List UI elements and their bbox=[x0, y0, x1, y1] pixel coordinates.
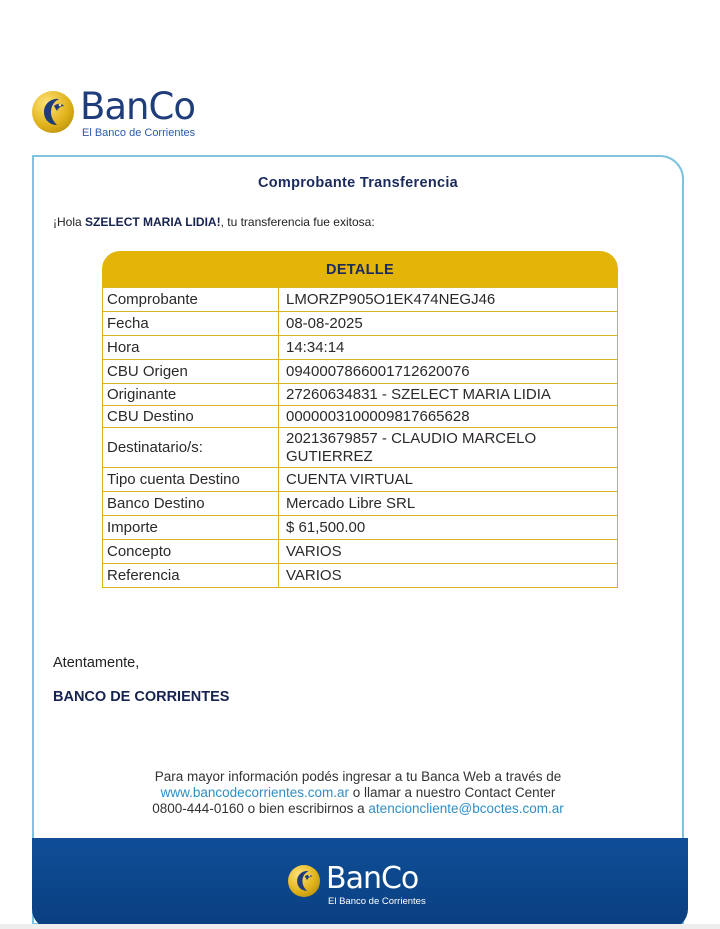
info-block bbox=[34, 769, 682, 817]
website-link[interactable]: www.bancodecorrientes.com.ar bbox=[160, 785, 349, 800]
greeting bbox=[53, 215, 375, 229]
table-row bbox=[103, 384, 618, 406]
row-label: Fecha bbox=[103, 312, 279, 336]
table-row bbox=[103, 288, 618, 312]
row-label: Originante bbox=[103, 384, 279, 406]
detail-header: DETALLE bbox=[102, 251, 618, 287]
table-row bbox=[103, 564, 618, 588]
signature: BANCO DE CORRIENTES bbox=[53, 689, 230, 705]
detail-table bbox=[102, 251, 618, 588]
greeting-suffix: , tu transferencia fue exitosa: bbox=[220, 215, 375, 229]
row-value: VARIOS bbox=[279, 540, 618, 564]
table-row bbox=[103, 360, 618, 384]
detail-rows bbox=[102, 287, 618, 588]
footer-brand-name: BanCo bbox=[326, 861, 419, 896]
table-row bbox=[103, 428, 618, 468]
info-line-1: Para mayor información podés ingresar a tu Banca Web a través de bbox=[154, 769, 562, 784]
row-value: 0940007866001712620076 bbox=[279, 360, 618, 384]
bottom-strip bbox=[0, 924, 720, 929]
row-label: Comprobante bbox=[103, 288, 279, 312]
row-value: 27260634831 - SZELECT MARIA LIDIA bbox=[279, 384, 618, 406]
row-label: Banco Destino bbox=[103, 492, 279, 516]
table-row bbox=[103, 516, 618, 540]
bank-emblem-icon bbox=[32, 91, 74, 133]
row-label: Concepto bbox=[103, 540, 279, 564]
row-value: 0000003100009817665628 bbox=[279, 406, 618, 428]
email-link[interactable]: atencioncliente@bcoctes.com.ar bbox=[368, 801, 564, 816]
row-label: Hora bbox=[103, 336, 279, 360]
row-value: 20213679857 - CLAUDIO MARCELO GUTIERREZ bbox=[279, 428, 618, 468]
row-value: 08-08-2025 bbox=[279, 312, 618, 336]
brand-tagline: El Banco de Corrientes bbox=[82, 127, 196, 139]
footer-banner bbox=[32, 838, 688, 929]
phone-text: 0800-444-0160 o bien escribirnos a bbox=[152, 801, 369, 816]
row-label: Importe bbox=[103, 516, 279, 540]
brand-logo bbox=[32, 85, 196, 139]
table-row bbox=[103, 406, 618, 428]
row-label: Referencia bbox=[103, 564, 279, 588]
row-label: Tipo cuenta Destino bbox=[103, 468, 279, 492]
row-label: CBU Origen bbox=[103, 360, 279, 384]
table-row bbox=[103, 492, 618, 516]
row-label: CBU Destino bbox=[103, 406, 279, 428]
bank-emblem-icon bbox=[288, 865, 320, 897]
row-label: Destinatario/s: bbox=[103, 428, 279, 468]
receipt-title: Comprobante Transferencia bbox=[257, 175, 459, 191]
table-row bbox=[103, 540, 618, 564]
greeting-prefix: ¡Hola bbox=[53, 215, 86, 229]
greeting-name: SZELECT MARIA LIDIA! bbox=[85, 215, 221, 229]
table-row bbox=[103, 468, 618, 492]
row-value: Mercado Libre SRL bbox=[279, 492, 618, 516]
receipt-card bbox=[32, 155, 684, 925]
brand-name: BanCo bbox=[80, 85, 195, 128]
row-value: LMORZP905O1EK474NEGJ46 bbox=[279, 288, 618, 312]
table-row bbox=[103, 336, 618, 360]
footer-logo bbox=[288, 863, 426, 907]
closing-text: Atentamente, bbox=[53, 655, 140, 671]
info-line-2: o llamar a nuestro Contact Center bbox=[348, 785, 556, 800]
table-row bbox=[103, 312, 618, 336]
row-value: CUENTA VIRTUAL bbox=[279, 468, 618, 492]
row-value: VARIOS bbox=[279, 564, 618, 588]
row-value: $ 61,500.00 bbox=[279, 516, 618, 540]
footer-brand-tagline: El Banco de Corrientes bbox=[328, 896, 426, 907]
row-value: 14:34:14 bbox=[279, 336, 618, 360]
